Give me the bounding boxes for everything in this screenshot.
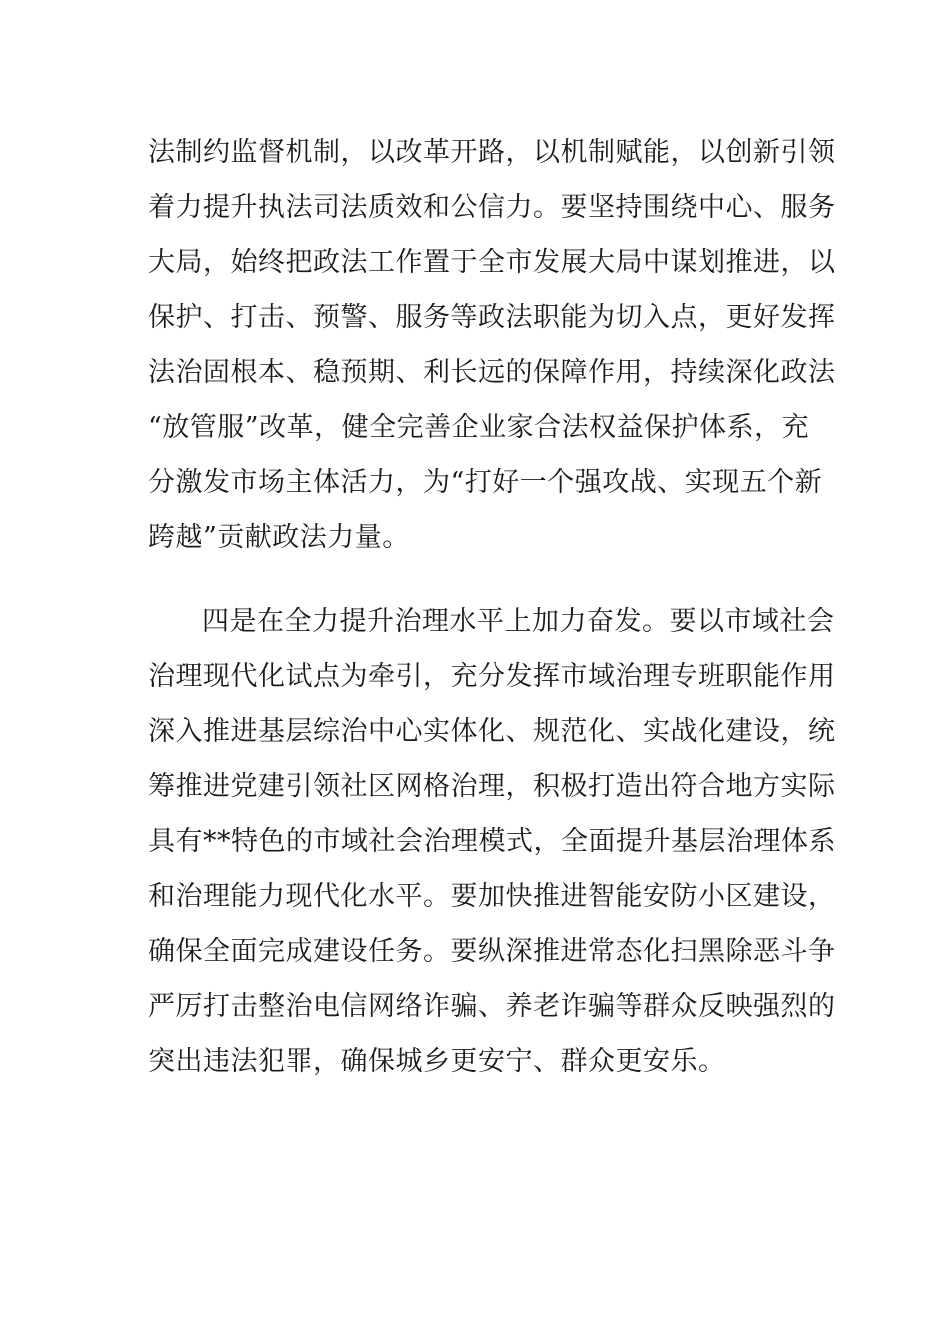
document-body [148, 125, 836, 1089]
paragraph-line: 四是在全力提升治理水平上加力奋发。要以市域社会 [202, 606, 835, 637]
paragraph-line: 深入推进基层综治中心实体化、规范化、实战化建设，统 [148, 716, 836, 747]
paragraph-line: 具有**特色的市域社会治理模式，全面提升基层治理体系 [148, 826, 836, 857]
paragraph-line: 筹推进党建引领社区网格治理，积极打造出符合地方实际 [148, 771, 836, 802]
paragraph-line: 治理现代化试点为牵引，充分发挥市域治理专班职能作用 [148, 661, 836, 692]
paragraph-line: 严厉打击整治电信网络诈骗、养老诈骗等群众反映强烈的 [148, 991, 836, 1022]
paragraph-line: 分激发市场主体活力，为“打好一个强攻战、实现五个新 [148, 467, 823, 498]
paragraph-line: 跨越”贡献政法力量。 [148, 522, 410, 553]
paragraph-1 [148, 125, 836, 565]
paragraph-line: 大局，始终把政法工作置于全市发展大局中谋划推进，以 [148, 247, 836, 278]
paragraph-line: “放管服”改革，健全完善企业家合法权益保护体系，充 [148, 412, 810, 443]
paragraph-line: 突出违法犯罪，确保城乡更安宁、群众更安乐。 [148, 1046, 726, 1077]
paragraph-line: 确保全面完成建设任务。要纵深推进常态化扫黑除恶斗争 [148, 936, 836, 967]
paragraph-line: 法治固根本、稳预期、利长远的保障作用，持续深化政法 [148, 357, 836, 388]
paragraph-line: 保护、打击、预警、服务等政法职能为切入点，更好发挥 [148, 302, 836, 333]
paragraph-2 [148, 594, 836, 1089]
paragraph-line: 法制约监督机制，以改革开路，以机制赋能，以创新引领 [148, 137, 836, 168]
paragraph-line: 和治理能力现代化水平。要加快推进智能安防小区建设， [148, 881, 836, 912]
paragraph-spacer [148, 565, 808, 594]
paragraph-line: 着力提升执法司法质效和公信力。要坚持围绕中心、服务 [148, 192, 836, 223]
